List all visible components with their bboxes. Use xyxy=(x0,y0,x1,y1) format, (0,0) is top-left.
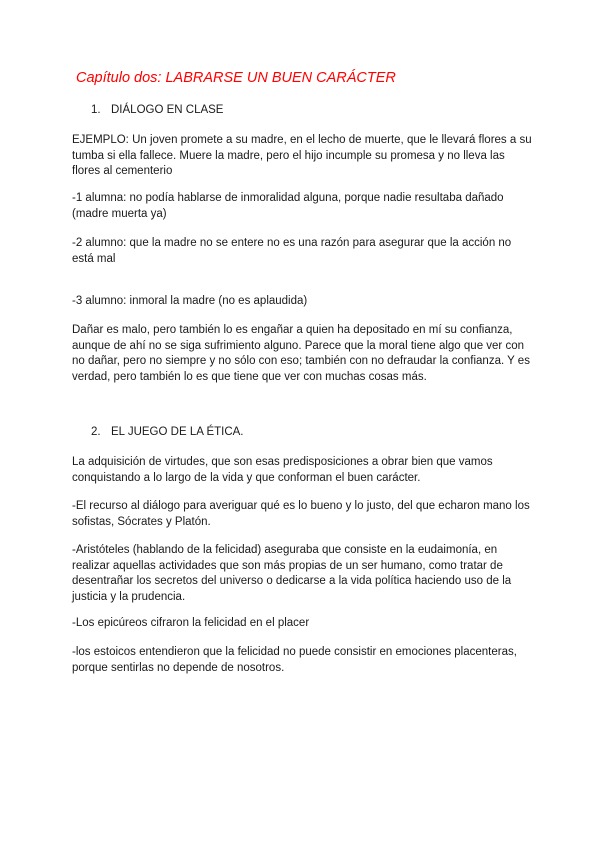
section-heading-1 xyxy=(91,104,223,116)
section-number: 1. xyxy=(91,104,101,116)
paragraph: -Los epicúreos cifraron la felicidad en el placer xyxy=(72,617,310,629)
section-number: 2. xyxy=(91,426,101,438)
section-title: EL JUEGO DE LA ÉTICA. xyxy=(111,426,244,438)
paragraph: Dañar es malo, pero también lo es engañar a quien ha depositado en mí su confianza, aunque de ahí no se siga sufrimiento alguno. Parece que la moral tiene algo que ver con no dañar, pero no siempre y no sólo con eso; también con no defraudar la confianza. Y es verdad, pero también lo es que tiene que ver con muchas cosas más. xyxy=(72,324,530,383)
paragraph: EJEMPLO: Un joven promete a su madre, en el lecho de muerte, que le llevará flores a su tumba si ella fallece. Muere la madre, pero el hijo incumple su promesa y no lleva las flores al cementerio xyxy=(72,134,532,177)
paragraph: La adquisición de virtudes, que son esas predisposiciones a obrar bien que vamos conquistando a lo largo de la vida y que conforman el buen carácter. xyxy=(72,456,493,484)
section-title: DIÁLOGO EN CLASE xyxy=(111,104,224,116)
section-heading-2 xyxy=(91,426,244,438)
paragraph: -Aristóteles (hablando de la felicidad) aseguraba que consiste en la eudaimonía, en realizar aquellas actividades que son más propias de un ser humano, como tratar de desentrañar los secretos del universo o dedicarse a la vida política haciendo uso de la justicia y la prudencia. xyxy=(72,544,512,603)
paragraph: -2 alumno: que la madre no se entere no es una razón para asegurar que la acción no está mal xyxy=(72,237,512,265)
paragraph: -1 alumna: no podía hablarse de inmoralidad alguna, porque nadie resultaba dañado (madre muerta ya) xyxy=(72,192,504,220)
paragraph: -El recurso al diálogo para averiguar qué es lo bueno y lo justo, del que echaron mano los sofistas, Sócrates y Platón. xyxy=(72,500,530,528)
chapter-title: Capítulo dos: LABRARSE UN BUEN CARÁCTER xyxy=(76,70,396,86)
paragraph: -3 alumno: inmoral la madre (no es aplaudida) xyxy=(72,295,308,307)
paragraph: -los estoicos entendieron que la felicidad no puede consistir en emociones placenteras, porque sentirlas no depende de nosotros. xyxy=(72,646,517,674)
